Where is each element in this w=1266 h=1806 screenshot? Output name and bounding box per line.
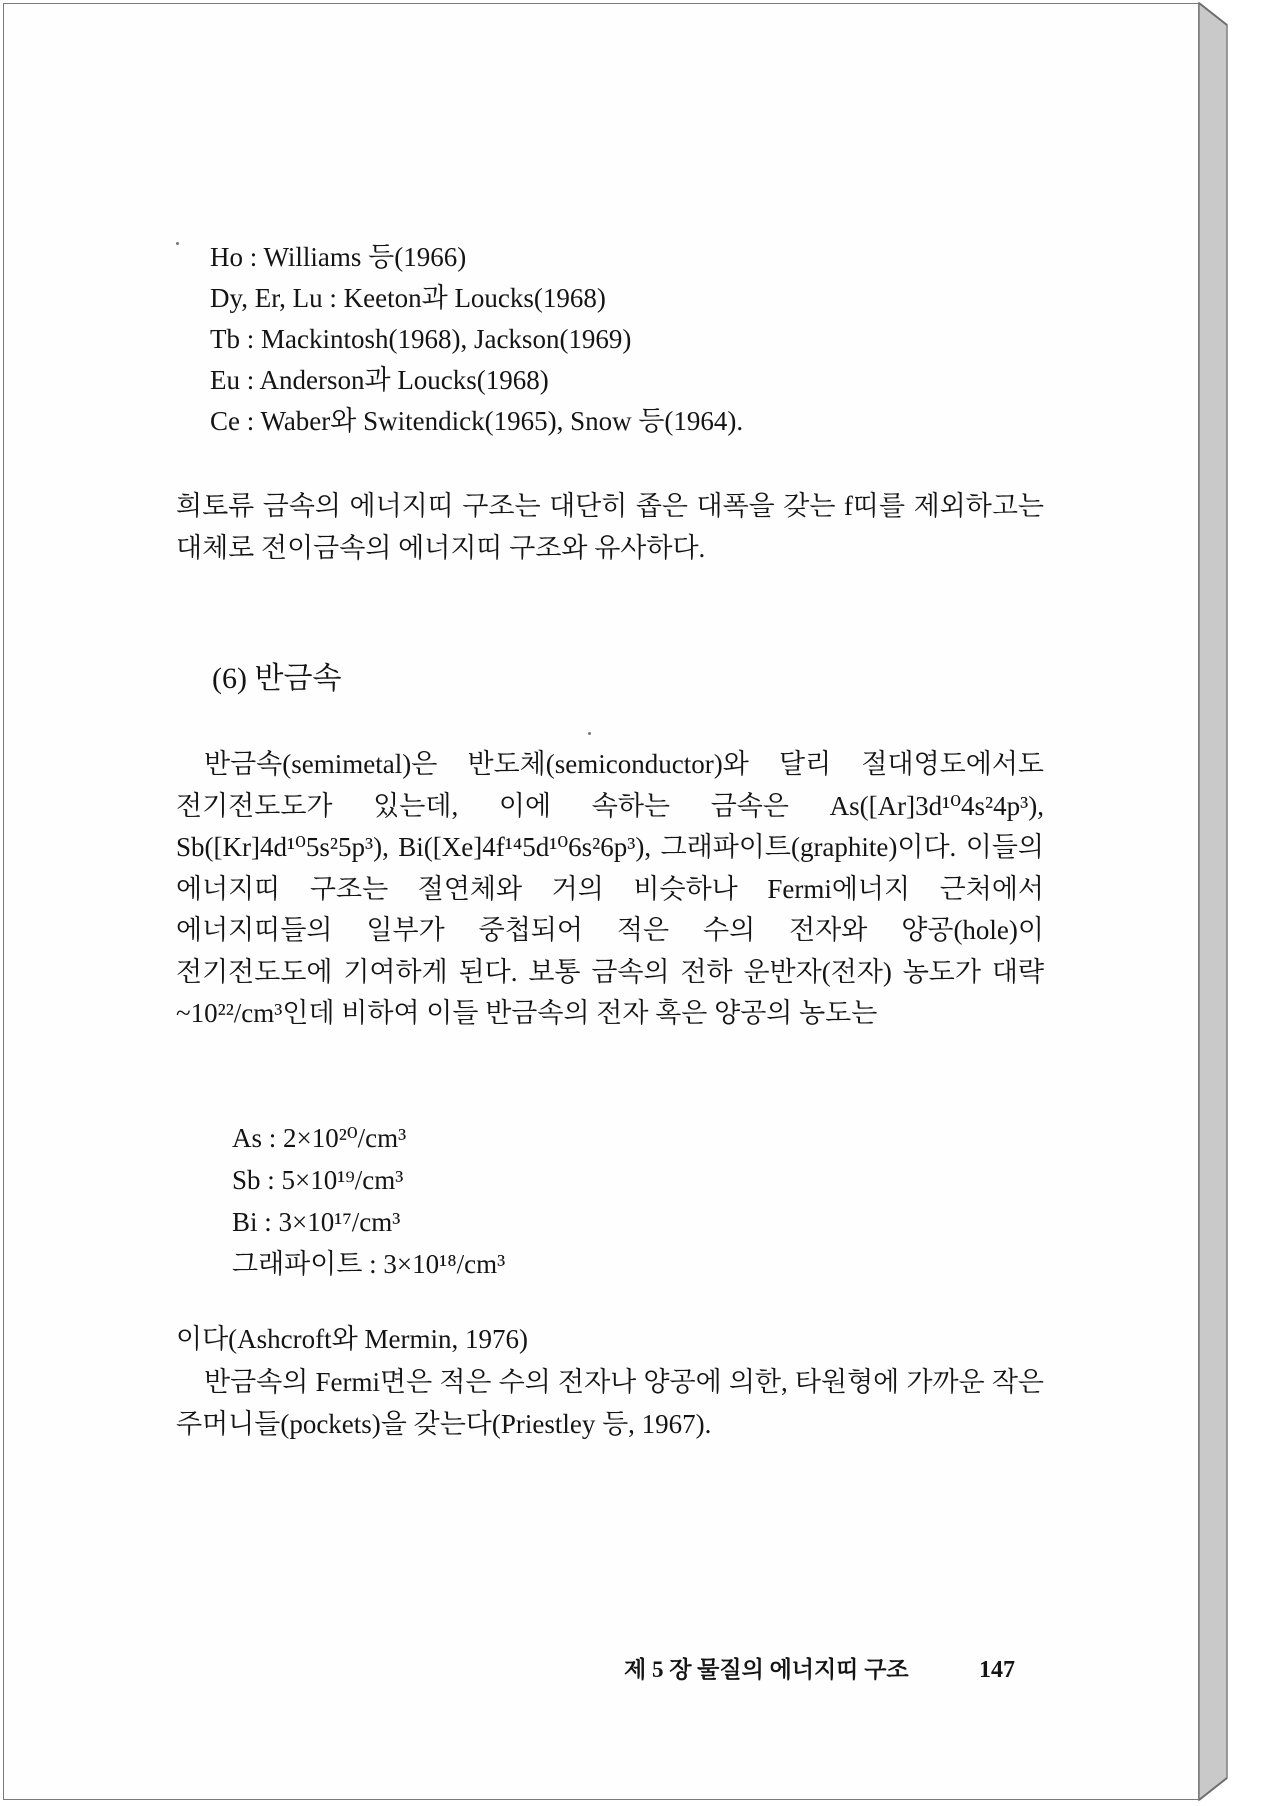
running-footer: 제 5 장 물질의 에너지띠 구조 bbox=[624, 1657, 909, 1682]
reference-line: Ce : Waber와 Switendick(1965), Snow 등(1964). bbox=[210, 406, 744, 436]
page-stack-side bbox=[1199, 3, 1227, 1800]
page-number: 147 bbox=[979, 1657, 1015, 1683]
concentration-line: Sb : 5×10¹⁹/cm³ bbox=[232, 1165, 404, 1195]
reference-line: Ho : Williams 등(1966) bbox=[210, 242, 467, 272]
concentration-line: 그래파이트 : 3×10¹⁸/cm³ bbox=[232, 1249, 506, 1279]
citation-line: 이다(Ashcroft와 Mermin, 1976) bbox=[176, 1324, 528, 1354]
concentration-line: As : 2×10²⁰/cm³ bbox=[232, 1123, 407, 1153]
page-stack-edge bbox=[1199, 3, 1261, 1800]
section-heading: (6) 반금속 bbox=[212, 662, 342, 695]
concentration-line: Bi : 3×10¹⁷/cm³ bbox=[232, 1207, 401, 1237]
reference-line: Tb : Mackintosh(1968), Jackson(1969) bbox=[210, 324, 632, 354]
paragraph-rare-earth: 희토류 금속의 에너지띠 구조는 대단히 좁은 대폭을 갖는 f띠를 제외하고는 대체로 전이금속의 에너지띠 구조와 유사하다. bbox=[176, 491, 1044, 563]
scan-speck bbox=[588, 732, 591, 735]
paragraph-fermi-surface: 반금속의 Fermi면은 적은 수의 전자나 양공에 의한, 타원형에 가까운 작은 주머니들(pockets)을 갖는다(Priestley 등, 1967). bbox=[176, 1367, 1044, 1439]
scan-speck bbox=[176, 242, 179, 245]
reference-line: Dy, Er, Lu : Keeton과 Loucks(1968) bbox=[210, 283, 606, 313]
paragraph-semimetal: 반금속(semimetal)은 반도체(semiconductor)와 달리 절대영도에서도 전기전도도가 있는데, 이에 속하는 금속은 As([Ar]3d¹⁰4s²4p³), Sb([Kr]4d¹⁰5s²5p³), Bi([Xe]4f¹⁴5d¹⁰6s²6p³), 그래파이트(graphite)이다. 이들의 에너지띠 구조는 절연체와 거의 비슷하나 Fermi에너지 근처에서 에너지띠들의 일부가 중첩되어 적은 수의 전자와 양공(hole)이 전기전도도에 기여하게 된다. 보통 금속의 전하 운반자(전자) 농도가 대략 ~10²²/cm³인데 비하여 이들 반금속의 전자 혹은 양공의 농도는 bbox=[176, 749, 1044, 1028]
page-sheet bbox=[3, 3, 1199, 1800]
reference-line: Eu : Anderson과 Loucks(1968) bbox=[210, 365, 549, 395]
